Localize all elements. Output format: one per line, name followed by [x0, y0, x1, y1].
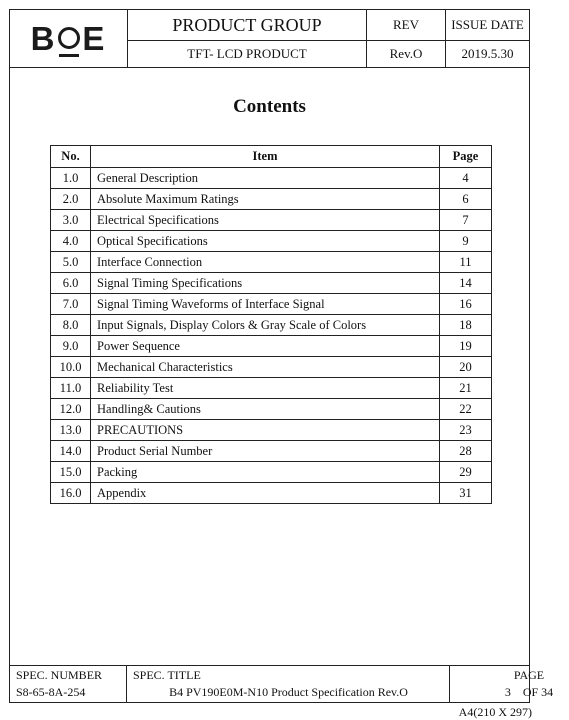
toc-row-page: 14 [440, 273, 492, 294]
table-row [51, 294, 492, 315]
toc-row-page: 19 [440, 336, 492, 357]
table-row [51, 273, 492, 294]
spec-title-value: B4 PV190E0M-N10 Product Specification Rev.O [169, 685, 408, 699]
toc-row-item: General Description [91, 168, 440, 189]
toc-row-item: Absolute Maximum Ratings [91, 189, 440, 210]
toc-row-number: 10.0 [51, 357, 91, 378]
contents-table-body [51, 168, 492, 504]
column-header-no: No. [51, 146, 91, 168]
table-row [51, 462, 492, 483]
toc-row-number: 5.0 [51, 252, 91, 273]
table-header-row [51, 146, 492, 168]
table-row [51, 441, 492, 462]
toc-row-number: 16.0 [51, 483, 91, 504]
logo-mark: B E [30, 19, 107, 57]
toc-row-item: Signal Timing Waveforms of Interface Signal [91, 294, 440, 315]
toc-row-item: Product Serial Number [91, 441, 440, 462]
toc-row-page: 31 [440, 483, 492, 504]
toc-row-page: 16 [440, 294, 492, 315]
rev-value: Rev.O [367, 41, 446, 67]
toc-row-page: 11 [440, 252, 492, 273]
toc-row-number: 4.0 [51, 231, 91, 252]
toc-row-page: 22 [440, 399, 492, 420]
spec-title-cell [127, 666, 450, 702]
toc-row-page: 21 [440, 378, 492, 399]
toc-row-page: 23 [440, 420, 492, 441]
toc-row-page: 7 [440, 210, 492, 231]
toc-row-item: Interface Connection [91, 252, 440, 273]
spec-number-value: S8-65-8A-254 [16, 685, 86, 699]
toc-row-number: 15.0 [51, 462, 91, 483]
toc-row-item: Packing [91, 462, 440, 483]
toc-row-item: PRECAUTIONS [91, 420, 440, 441]
table-row [51, 168, 492, 189]
toc-row-number: 12.0 [51, 399, 91, 420]
spec-number-label: SPEC. NUMBER [16, 668, 103, 682]
boe-logo [10, 10, 128, 67]
paper-size: A4(210 X 297) [458, 705, 532, 719]
toc-row-item: Appendix [91, 483, 440, 504]
toc-row-page: 6 [440, 189, 492, 210]
document-footer [10, 665, 554, 702]
product-group-title: PRODUCT GROUP [128, 10, 367, 41]
spec-number-cell [10, 666, 127, 702]
toc-row-item: Handling& Cautions [91, 399, 440, 420]
toc-row-number: 8.0 [51, 315, 91, 336]
column-header-item: Item [91, 146, 440, 168]
toc-row-page: 4 [440, 168, 492, 189]
toc-row-item: Input Signals, Display Colors & Gray Scale of Colors [91, 315, 440, 336]
issue-date-label: ISSUE DATE [446, 10, 529, 41]
toc-row-page: 18 [440, 315, 492, 336]
issue-date-value: 2019.5.30 [461, 46, 514, 61]
product-type: TFT- LCD PRODUCT [128, 41, 367, 67]
toc-row-number: 3.0 [51, 210, 91, 231]
toc-row-number: 7.0 [51, 294, 91, 315]
toc-row-number: 6.0 [51, 273, 91, 294]
toc-row-number: 1.0 [51, 168, 91, 189]
table-row [51, 252, 492, 273]
toc-row-item: Power Sequence [91, 336, 440, 357]
table-row [51, 378, 492, 399]
toc-row-number: 13.0 [51, 420, 91, 441]
page-label: PAGE [513, 668, 545, 682]
logo-o-icon [57, 25, 81, 53]
contents-table [50, 145, 492, 504]
table-row [51, 315, 492, 336]
toc-row-number: 2.0 [51, 189, 91, 210]
toc-row-page: 20 [440, 357, 492, 378]
document-header [10, 10, 529, 68]
table-row [51, 210, 492, 231]
rev-label: REV [367, 10, 446, 41]
toc-row-item: Mechanical Characteristics [91, 357, 440, 378]
table-row [51, 189, 492, 210]
table-row [51, 336, 492, 357]
table-row [51, 420, 492, 441]
page-cell [450, 666, 554, 702]
toc-row-item: Electrical Specifications [91, 210, 440, 231]
toc-row-number: 14.0 [51, 441, 91, 462]
table-row [51, 357, 492, 378]
table-row [51, 483, 492, 504]
document-page [9, 9, 554, 703]
toc-row-page: 28 [440, 441, 492, 462]
column-header-page: Page [440, 146, 492, 168]
toc-row-page: 29 [440, 462, 492, 483]
spec-title-label: SPEC. TITLE [133, 668, 201, 682]
toc-row-number: 11.0 [51, 378, 91, 399]
page-title: Contents [233, 96, 306, 117]
toc-row-item: Reliability Test [91, 378, 440, 399]
page-number: 3 OF 34 [504, 685, 554, 699]
toc-row-number: 9.0 [51, 336, 91, 357]
toc-row-item: Signal Timing Specifications [91, 273, 440, 294]
table-row [51, 399, 492, 420]
table-row [51, 231, 492, 252]
toc-row-page: 9 [440, 231, 492, 252]
toc-row-item: Optical Specifications [91, 231, 440, 252]
